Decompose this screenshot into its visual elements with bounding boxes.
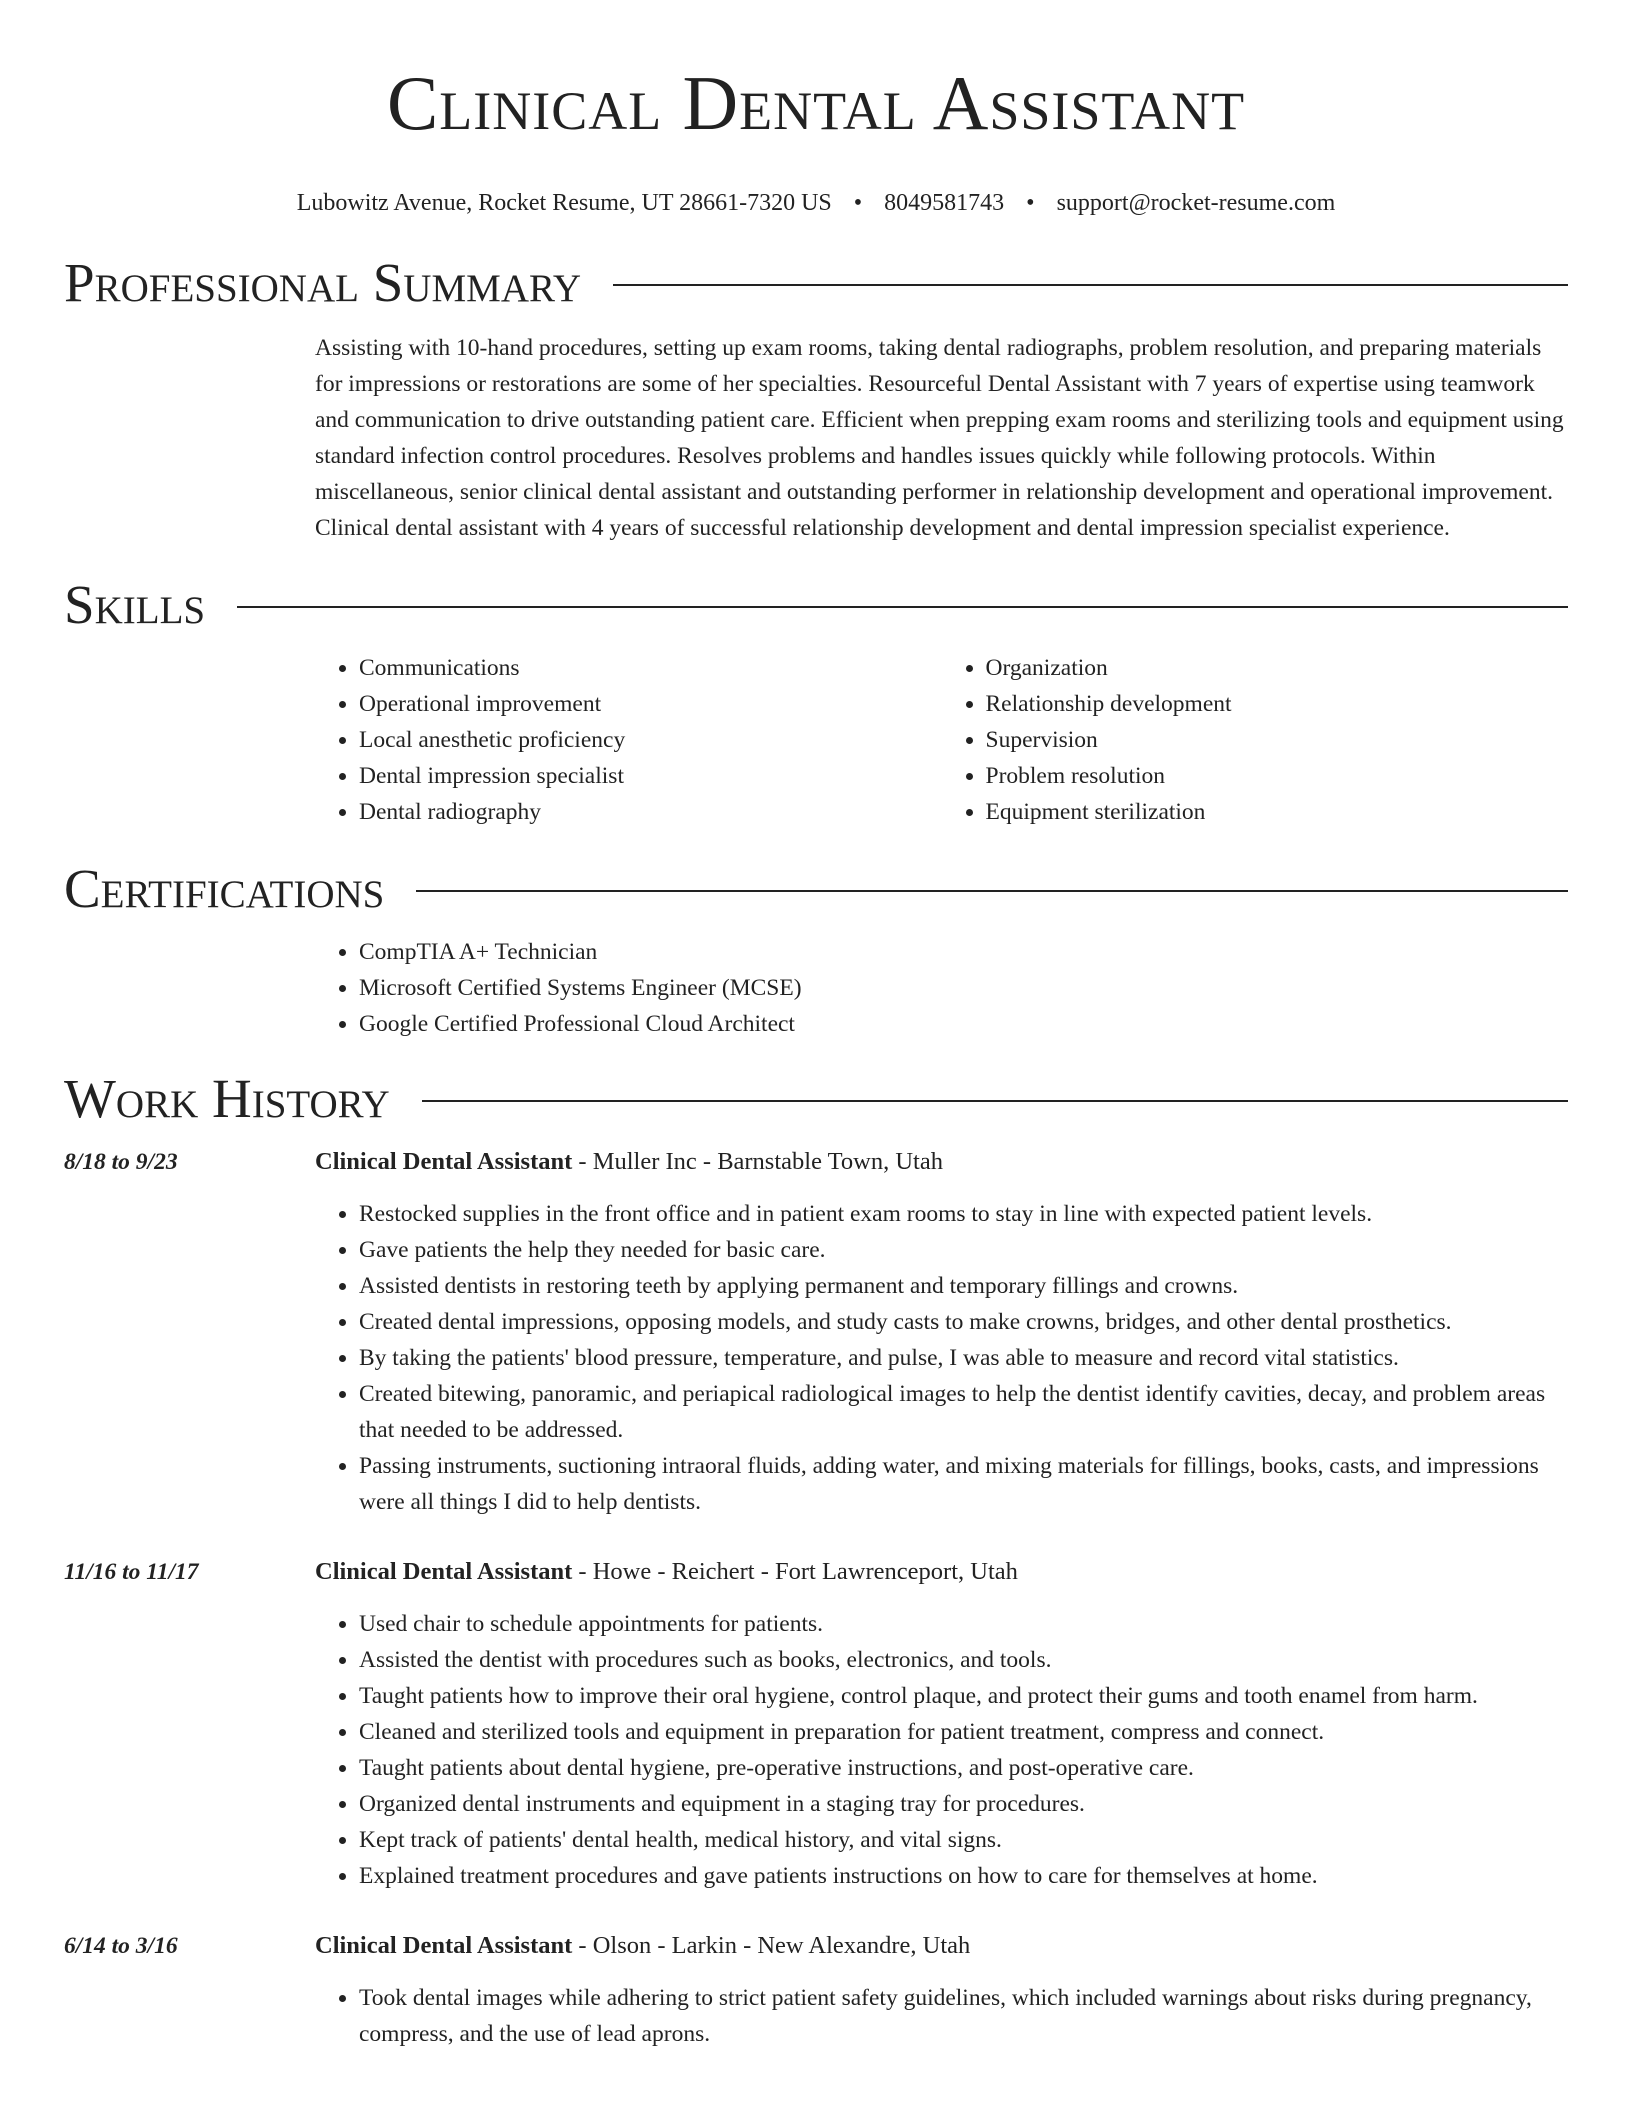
job-bullets <box>315 1980 1568 2052</box>
skills-list-left <box>315 650 942 830</box>
contact-address: Lubowitz Avenue, Rocket Resume, UT 28661-7320 US <box>296 190 832 216</box>
certification-item: • Google Certified Professional Cloud Architect <box>359 1006 1568 1042</box>
job-dates: 6/14 to 3/16 <box>64 1933 178 1959</box>
job-bullet: • Taught patients how to improve their oral hygiene, control plaque, and protect their gums and tooth enamel from harm. <box>359 1678 1568 1714</box>
job-bullet: • Taught patients about dental hygiene, pre-operative instructions, and post-operative care. <box>359 1750 1568 1786</box>
job-bullet: • By taking the patients' blood pressure, temperature, and pulse, I was able to measure and record vital statistics. <box>359 1340 1568 1376</box>
job-bullet: • Assisted the dentist with procedures such as books, electronics, and tools. <box>359 1642 1568 1678</box>
skill-item: • Dental radiography <box>359 794 942 830</box>
job-dates: 8/18 to 9/23 <box>64 1149 178 1175</box>
contact-email: support@rocket-resume.com <box>1056 190 1336 216</box>
job-bullet: • Gave patients the help they needed for basic care. <box>359 1232 1568 1268</box>
job-bullet: • Cleaned and sterilized tools and equipment in preparation for patient treatment, compress and connect. <box>359 1714 1568 1750</box>
certifications-section-header <box>64 858 1568 920</box>
job-employer: - Howe - Reichert - Fort Lawrenceport, Utah <box>572 1558 1018 1585</box>
job-bullet: • Used chair to schedule appointments for patients. <box>359 1606 1568 1642</box>
job-entry <box>64 1928 1568 2052</box>
skill-item: • Operational improvement <box>359 686 942 722</box>
summary-section-header <box>64 252 1568 314</box>
job-dates: 11/16 to 11/17 <box>64 1559 199 1585</box>
job-bullet: • Restocked supplies in the front office and in patient exam rooms to stay in line with expected patient levels. <box>359 1196 1568 1232</box>
resume-name: Clinical Dental Assistant <box>386 60 1246 146</box>
job-bullet: • Assisted dentists in restoring teeth by applying permanent and temporary fillings and crowns. <box>359 1268 1568 1304</box>
contact-separator: • <box>1026 190 1035 216</box>
work-heading: Work History <box>64 1068 390 1129</box>
skill-item: • Organization <box>986 650 1569 686</box>
section-divider <box>613 284 1568 286</box>
job-bullet: • Explained treatment procedures and gave patients instructions on how to care for themselves at home. <box>359 1858 1568 1894</box>
job-title-line <box>315 1144 1568 1180</box>
job-detail <box>315 1144 1568 1520</box>
summary-text: Assisting with 10-hand procedures, setting up exam rooms, taking dental radiographs, problem resolution, and preparing materials for impressions or restorations are some of her specialties. Resourceful Dental Assistant with 7 years of expertise using teamwork and communication to drive outstanding patient care. Efficient when prepping exam rooms and sterilizing tools and equipment using standard infection control procedures. Resolves problems and handles issues quickly while following protocols. Within miscellaneous, senior clinical dental assistant and outstanding performer in relationship development and operational improvement. Clinical dental assistant with 4 years of successful relationship development and dental impression specialist experience. <box>315 335 1564 541</box>
certification-item: • Microsoft Certified Systems Engineer (MCSE) <box>359 970 1568 1006</box>
job-entry <box>64 1554 1568 1894</box>
skills-section-header <box>64 574 1568 636</box>
contact-phone: 8049581743 <box>884 190 1005 216</box>
skill-item: • Supervision <box>986 722 1569 758</box>
resume-page <box>64 0 1568 2052</box>
certifications-list <box>315 934 1568 1042</box>
job-title-line <box>315 1554 1568 1590</box>
skill-item: • Relationship development <box>986 686 1569 722</box>
job-bullet: • Passing instruments, suctioning intraoral fluids, adding water, and mixing materials for fillings, books, casts, and impressions were all things I did to help dentists. <box>359 1448 1568 1520</box>
contact-line <box>64 188 1568 218</box>
job-detail <box>315 1554 1568 1894</box>
section-divider <box>422 1100 1568 1102</box>
summary-body <box>315 330 1568 546</box>
job-title: Clinical Dental Assistant <box>315 1932 573 1959</box>
skill-item: • Equipment sterilization <box>986 794 1569 830</box>
job-title-line <box>315 1928 1568 1964</box>
section-divider <box>416 890 1568 892</box>
skills-grid <box>315 650 1568 830</box>
job-bullet: • Created bitewing, panoramic, and periapical radiological images to help the dentist identify cavities, decay, and problem areas that needed to be addressed. <box>359 1376 1568 1448</box>
certifications-body <box>315 934 1568 1042</box>
job-bullets <box>315 1196 1568 1520</box>
section-divider <box>237 606 1568 608</box>
contact-separator: • <box>853 190 863 216</box>
job-bullet: • Organized dental instruments and equipment in a staging tray for procedures. <box>359 1786 1568 1822</box>
skills-body <box>315 650 1568 830</box>
job-detail <box>315 1928 1568 2052</box>
skill-item: • Problem resolution <box>986 758 1569 794</box>
job-employer: - Olson - Larkin - New Alexandre, Utah <box>572 1932 971 1959</box>
job-bullet: • Kept track of patients' dental health, medical history, and vital signs. <box>359 1822 1568 1858</box>
job-title: Clinical Dental Assistant <box>315 1558 573 1585</box>
skill-item: • Local anesthetic proficiency <box>359 722 942 758</box>
skill-item: • Communications <box>359 650 942 686</box>
job-title: Clinical Dental Assistant <box>315 1148 573 1175</box>
summary-heading: Professional Summary <box>64 252 582 313</box>
certification-item: • CompTIA A+ Technician <box>359 934 1568 970</box>
job-bullets <box>315 1606 1568 1894</box>
certifications-heading: Certifications <box>64 858 385 919</box>
skill-item: • Dental impression specialist <box>359 758 942 794</box>
job-bullet: • Created dental impressions, opposing models, and study casts to make crowns, bridges, and other dental prosthetics. <box>359 1304 1568 1340</box>
work-section-header <box>64 1068 1568 1130</box>
job-employer: - Muller Inc - Barnstable Town, Utah <box>572 1148 943 1175</box>
skills-list-right <box>942 650 1569 830</box>
job-entry <box>64 1144 1568 1520</box>
skills-heading: Skills <box>64 574 206 635</box>
job-bullet: • Took dental images while adhering to strict patient safety guidelines, which included warnings about risks during pregnancy, compress, and the use of lead aprons. <box>359 1980 1568 2052</box>
